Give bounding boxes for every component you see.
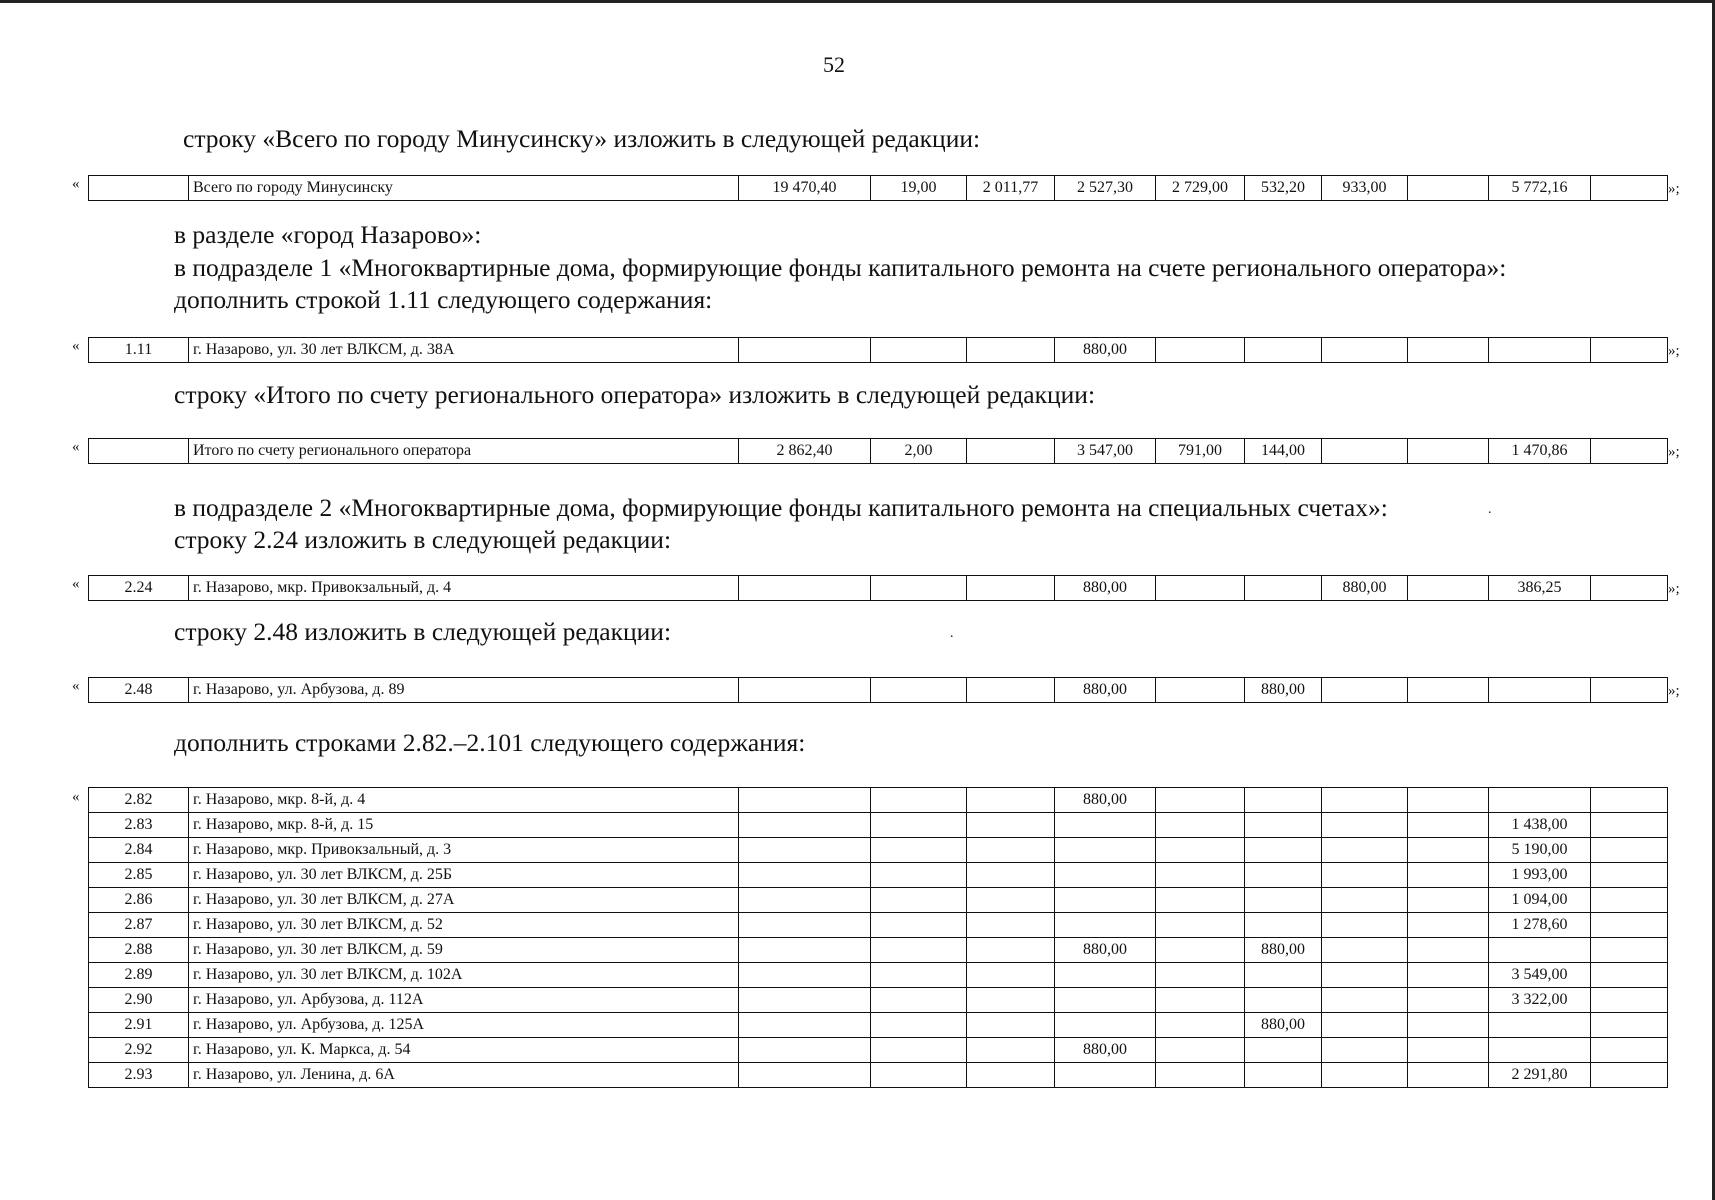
value-cell: 144,00 <box>1245 439 1322 464</box>
value-cell: 880,00 <box>1245 938 1322 963</box>
value-cell <box>871 963 967 988</box>
value-cell <box>1055 813 1156 838</box>
value-cell <box>1408 863 1489 888</box>
value-cell <box>739 838 871 863</box>
value-cell <box>967 938 1055 963</box>
value-cell: 2 011,77 <box>967 176 1055 201</box>
value-cell <box>1245 788 1322 813</box>
value-cell <box>967 913 1055 938</box>
value-cell <box>1322 888 1408 913</box>
section3-heading: строку «Итого по счету регионального оператора» изложить в следующей редакции: <box>174 380 1096 409</box>
value-cell: 933,00 <box>1322 176 1408 201</box>
value-cell: 880,00 <box>1322 576 1408 601</box>
row-number-cell: 2.83 <box>89 813 189 838</box>
address-cell: г. Назарово, ул. К. Маркса, д. 54 <box>189 1038 739 1063</box>
value-cell <box>1156 813 1245 838</box>
page-frame-top <box>0 0 1715 3</box>
value-cell <box>1408 338 1489 363</box>
value-cell <box>1245 863 1322 888</box>
value-cell: 880,00 <box>1055 338 1156 363</box>
value-cell <box>967 888 1055 913</box>
value-cell <box>1591 863 1668 888</box>
value-cell <box>1322 1013 1408 1038</box>
row-number-cell: 2.93 <box>89 1063 189 1088</box>
value-cell: 19,00 <box>871 176 967 201</box>
close-quote-mark: »; <box>1668 444 1680 460</box>
row-number-cell <box>89 176 189 201</box>
table-row <box>89 1038 1668 1063</box>
value-cell: 1 993,00 <box>1489 863 1591 888</box>
value-cell <box>739 963 871 988</box>
value-cell <box>1591 1038 1668 1063</box>
value-cell: 5 190,00 <box>1489 838 1591 863</box>
value-cell: 5 772,16 <box>1489 176 1591 201</box>
value-cell <box>739 913 871 938</box>
value-cell <box>1591 576 1668 601</box>
row-number-cell: 2.88 <box>89 938 189 963</box>
section1-table <box>88 175 1668 201</box>
value-cell <box>739 988 871 1013</box>
address-cell: г. Назарово, мкр. 8-й, д. 4 <box>189 788 739 813</box>
value-cell <box>1591 838 1668 863</box>
section2-line-1: в разделе «город Назарово»: <box>174 220 482 249</box>
value-cell <box>1055 913 1156 938</box>
value-cell <box>1156 863 1245 888</box>
value-cell <box>1322 938 1408 963</box>
close-quote-mark: »; <box>1668 181 1680 197</box>
value-cell <box>871 863 967 888</box>
value-cell <box>871 1013 967 1038</box>
value-cell: 3 549,00 <box>1489 963 1591 988</box>
table-row <box>89 988 1668 1013</box>
value-cell <box>967 1063 1055 1088</box>
address-cell: г. Назарово, ул. Арбузова, д. 112А <box>189 988 739 1013</box>
value-cell <box>871 1063 967 1088</box>
value-cell <box>967 1038 1055 1063</box>
table-row <box>89 838 1668 863</box>
address-cell: г. Назарово, ул. Арбузова, д. 89 <box>189 678 739 703</box>
row-number-cell: 2.82 <box>89 788 189 813</box>
value-cell <box>1055 1063 1156 1088</box>
value-cell <box>1408 176 1489 201</box>
address-cell: г. Назарово, ул. 30 лет ВЛКСМ, д. 102А <box>189 963 739 988</box>
value-cell: 880,00 <box>1245 678 1322 703</box>
value-cell <box>871 678 967 703</box>
value-cell <box>739 788 871 813</box>
value-cell <box>1322 338 1408 363</box>
value-cell: 2,00 <box>871 439 967 464</box>
value-cell <box>1156 1063 1245 1088</box>
table-row <box>89 888 1668 913</box>
row-number-cell: 2.85 <box>89 863 189 888</box>
open-quote-mark: « <box>72 678 80 694</box>
value-cell <box>1156 988 1245 1013</box>
value-cell <box>739 1038 871 1063</box>
page-number: 52 <box>823 52 845 77</box>
row-number-cell: 2.86 <box>89 888 189 913</box>
value-cell <box>967 788 1055 813</box>
section5-heading: строку 2.48 изложить в следующей редакции: <box>174 617 672 646</box>
value-cell <box>739 678 871 703</box>
value-cell <box>1408 963 1489 988</box>
address-cell: г. Назарово, ул. Ленина, д. 6А <box>189 1063 739 1088</box>
value-cell <box>1408 888 1489 913</box>
value-cell <box>1322 1063 1408 1088</box>
stray-dot: . <box>1488 502 1492 517</box>
section2-table <box>88 337 1668 363</box>
value-cell: 880,00 <box>1245 1013 1322 1038</box>
value-cell <box>1156 913 1245 938</box>
value-cell <box>1408 838 1489 863</box>
value-cell: 791,00 <box>1156 439 1245 464</box>
value-cell <box>871 576 967 601</box>
value-cell <box>1408 913 1489 938</box>
value-cell <box>1591 788 1668 813</box>
value-cell <box>1408 813 1489 838</box>
value-cell <box>1245 988 1322 1013</box>
section6-heading: дополнить строками 2.82.–2.101 следующего содержания: <box>174 728 806 757</box>
open-quote-mark: « <box>72 338 80 354</box>
table-row <box>89 863 1668 888</box>
value-cell <box>871 338 967 363</box>
value-cell: 2 291,80 <box>1489 1063 1591 1088</box>
value-cell <box>1322 988 1408 1013</box>
close-quote-mark: »; <box>1668 683 1680 699</box>
value-cell: 880,00 <box>1055 576 1156 601</box>
value-cell <box>1591 338 1668 363</box>
value-cell <box>967 813 1055 838</box>
value-cell: 2 862,40 <box>739 439 871 464</box>
value-cell <box>1591 176 1668 201</box>
value-cell: 19 470,40 <box>739 176 871 201</box>
value-cell <box>1322 963 1408 988</box>
value-cell <box>1408 439 1489 464</box>
value-cell <box>1245 576 1322 601</box>
value-cell <box>967 439 1055 464</box>
value-cell: 880,00 <box>1055 788 1156 813</box>
table-row <box>89 913 1668 938</box>
table-row <box>89 813 1668 838</box>
value-cell <box>1322 439 1408 464</box>
value-cell <box>871 788 967 813</box>
value-cell <box>1055 863 1156 888</box>
address-cell: г. Назарово, ул. 30 лет ВЛКСМ, д. 38А <box>189 338 739 363</box>
value-cell <box>1322 678 1408 703</box>
row-number-cell: 2.89 <box>89 963 189 988</box>
value-cell: 3 322,00 <box>1489 988 1591 1013</box>
table-row <box>89 963 1668 988</box>
address-cell: г. Назарово, ул. 30 лет ВЛКСМ, д. 25Б <box>189 863 739 888</box>
value-cell: 1 094,00 <box>1489 888 1591 913</box>
section1-heading: строку «Всего по городу Минусинску» изложить в следующей редакции: <box>183 124 981 153</box>
close-quote-mark: »; <box>1668 343 1680 359</box>
row-number-cell: 2.87 <box>89 913 189 938</box>
value-cell <box>739 1013 871 1038</box>
value-cell: 1 278,60 <box>1489 913 1591 938</box>
value-cell <box>871 888 967 913</box>
value-cell <box>1055 838 1156 863</box>
value-cell <box>1055 888 1156 913</box>
open-quote-mark: « <box>72 576 80 592</box>
row-number-cell: 2.48 <box>89 678 189 703</box>
value-cell <box>1156 788 1245 813</box>
value-cell <box>1245 888 1322 913</box>
value-cell <box>1245 1038 1322 1063</box>
value-cell <box>1408 1013 1489 1038</box>
value-cell <box>1489 338 1591 363</box>
section3-table <box>88 438 1668 464</box>
row-number-cell: 1.11 <box>89 338 189 363</box>
value-cell <box>1591 1013 1668 1038</box>
value-cell <box>871 813 967 838</box>
value-cell <box>1408 1038 1489 1063</box>
value-cell <box>1591 913 1668 938</box>
value-cell <box>1408 576 1489 601</box>
address-cell: г. Назарово, ул. 30 лет ВЛКСМ, д. 52 <box>189 913 739 938</box>
value-cell: 2 527,30 <box>1055 176 1156 201</box>
address-cell: г. Назарово, мкр. Привокзальный, д. 3 <box>189 838 739 863</box>
table-row <box>89 576 1668 601</box>
value-cell <box>967 988 1055 1013</box>
value-cell <box>1591 888 1668 913</box>
value-cell: 386,25 <box>1489 576 1591 601</box>
open-quote-mark: « <box>72 789 80 805</box>
value-cell <box>1245 838 1322 863</box>
value-cell <box>1322 863 1408 888</box>
close-quote-mark: »; <box>1668 581 1680 597</box>
table-row <box>89 1013 1668 1038</box>
value-cell <box>1156 678 1245 703</box>
value-cell <box>1156 1013 1245 1038</box>
open-quote-mark: « <box>72 176 80 192</box>
value-cell <box>967 1013 1055 1038</box>
value-cell <box>1591 439 1668 464</box>
value-cell <box>1245 1063 1322 1088</box>
value-cell <box>1408 678 1489 703</box>
section5-table <box>88 677 1668 703</box>
value-cell <box>1408 788 1489 813</box>
value-cell <box>871 1038 967 1063</box>
value-cell <box>739 338 871 363</box>
value-cell <box>1156 888 1245 913</box>
value-cell: 532,20 <box>1245 176 1322 201</box>
value-cell <box>1156 576 1245 601</box>
row-number-cell: 2.24 <box>89 576 189 601</box>
value-cell <box>739 938 871 963</box>
table-row <box>89 788 1668 813</box>
value-cell <box>967 338 1055 363</box>
value-cell <box>1322 838 1408 863</box>
value-cell <box>871 838 967 863</box>
address-cell: г. Назарово, ул. Арбузова, д. 125А <box>189 1013 739 1038</box>
value-cell <box>1489 788 1591 813</box>
value-cell <box>1489 938 1591 963</box>
address-cell: г. Назарово, ул. 30 лет ВЛКСМ, д. 27А <box>189 888 739 913</box>
section4-table <box>88 575 1668 601</box>
value-cell <box>1591 938 1668 963</box>
section6-table <box>88 787 1668 1088</box>
value-cell <box>739 863 871 888</box>
value-cell <box>871 988 967 1013</box>
section2-line-3: дополнить строкой 1.11 следующего содержания: <box>174 285 713 314</box>
value-cell <box>1322 1038 1408 1063</box>
value-cell <box>739 888 871 913</box>
value-cell <box>1055 1013 1156 1038</box>
open-quote-mark: « <box>72 439 80 455</box>
value-cell <box>1156 338 1245 363</box>
value-cell: 880,00 <box>1055 1038 1156 1063</box>
value-cell <box>1055 988 1156 1013</box>
value-cell: 3 547,00 <box>1055 439 1156 464</box>
value-cell <box>1156 963 1245 988</box>
table-row <box>89 678 1668 703</box>
value-cell <box>1156 938 1245 963</box>
address-cell: г. Назарово, мкр. Привокзальный, д. 4 <box>189 576 739 601</box>
value-cell <box>967 863 1055 888</box>
row-number-cell: 2.91 <box>89 1013 189 1038</box>
value-cell <box>1156 1038 1245 1063</box>
value-cell <box>1322 913 1408 938</box>
stray-dot: . <box>950 626 954 641</box>
address-cell: г. Назарово, мкр. 8-й, д. 15 <box>189 813 739 838</box>
value-cell <box>1489 1013 1591 1038</box>
section2-line-2: в подразделе 1 «Многоквартирные дома, формирующие фонды капитального ремонта на счете регионального оператора»: <box>174 253 1507 282</box>
value-cell <box>1245 338 1322 363</box>
value-cell <box>967 838 1055 863</box>
section4-line-1: в подразделе 2 «Многоквартирные дома, формирующие фонды капитального ремонта на специальных счетах»: <box>174 493 1388 522</box>
table-row <box>89 338 1668 363</box>
row-number-cell: 2.84 <box>89 838 189 863</box>
value-cell <box>1591 1063 1668 1088</box>
value-cell <box>967 678 1055 703</box>
value-cell <box>871 938 967 963</box>
row-number-cell <box>89 439 189 464</box>
table-row <box>89 439 1668 464</box>
value-cell <box>871 913 967 938</box>
value-cell <box>1322 813 1408 838</box>
value-cell <box>1408 988 1489 1013</box>
value-cell <box>1591 963 1668 988</box>
address-cell: Всего по городу Минусинску <box>189 176 739 201</box>
value-cell <box>1591 988 1668 1013</box>
table-row <box>89 1063 1668 1088</box>
value-cell <box>967 576 1055 601</box>
address-cell: г. Назарово, ул. 30 лет ВЛКСМ, д. 59 <box>189 938 739 963</box>
table-row <box>89 176 1668 201</box>
value-cell: 1 470,86 <box>1489 439 1591 464</box>
value-cell <box>739 1063 871 1088</box>
value-cell <box>1591 813 1668 838</box>
value-cell: 880,00 <box>1055 938 1156 963</box>
section4-line-2: строку 2.24 изложить в следующей редакции: <box>174 525 672 554</box>
value-cell <box>1055 963 1156 988</box>
row-number-cell: 2.92 <box>89 1038 189 1063</box>
value-cell <box>1408 1063 1489 1088</box>
address-cell: Итого по счету регионального оператора <box>189 439 739 464</box>
table-row <box>89 938 1668 963</box>
value-cell <box>1322 788 1408 813</box>
value-cell: 1 438,00 <box>1489 813 1591 838</box>
value-cell <box>1245 813 1322 838</box>
value-cell <box>1489 1038 1591 1063</box>
value-cell <box>967 963 1055 988</box>
value-cell <box>739 813 871 838</box>
value-cell: 2 729,00 <box>1156 176 1245 201</box>
value-cell <box>1408 938 1489 963</box>
value-cell <box>1245 963 1322 988</box>
value-cell <box>1489 678 1591 703</box>
value-cell <box>1156 838 1245 863</box>
value-cell: 880,00 <box>1055 678 1156 703</box>
row-number-cell: 2.90 <box>89 988 189 1013</box>
value-cell <box>1245 913 1322 938</box>
value-cell <box>1591 678 1668 703</box>
value-cell <box>739 576 871 601</box>
